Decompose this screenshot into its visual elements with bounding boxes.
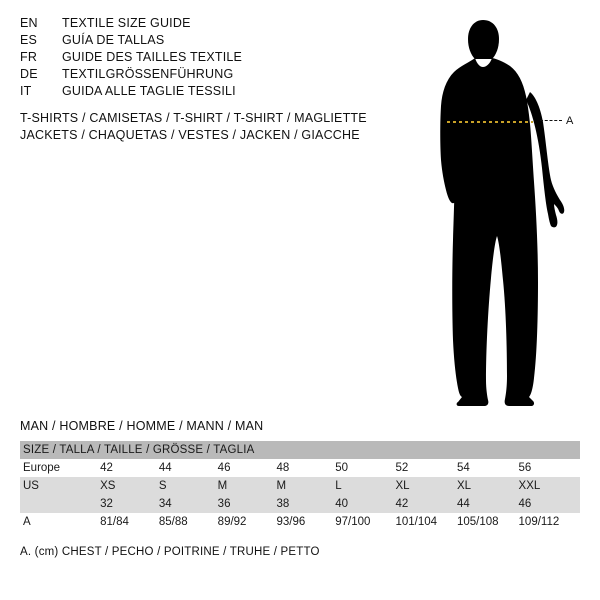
cell-europe-7: 54 xyxy=(456,462,470,474)
cell-usnum-1: 32 xyxy=(100,498,113,510)
language-header-block xyxy=(20,16,400,101)
callout-leader-line xyxy=(540,120,562,122)
garment-line-jackets: JACKETS / CHAQUETAS / VESTES / JACKEN / GIACCHE xyxy=(20,128,360,142)
language-code-de: DE xyxy=(20,67,38,81)
cell-us-3: M xyxy=(217,480,228,492)
silhouette-shape xyxy=(440,20,564,406)
cell-us-2: S xyxy=(158,480,167,492)
row-label-us-numeric xyxy=(20,495,100,513)
cell-us-7: XL xyxy=(456,480,472,492)
cell-us-6: XL xyxy=(395,480,410,492)
cell-us-5: L xyxy=(335,480,342,492)
language-text-it: GUIDA ALLE TAGLIE TESSILI xyxy=(62,84,236,98)
cell-a-1: 81/84 xyxy=(100,516,129,528)
cell-usnum-7: 44 xyxy=(456,498,470,510)
footnote-chest-measurement: A. (cm) CHEST / PECHO / POITRINE / TRUHE / PETTO xyxy=(20,546,320,558)
language-text-de: TEXTILGRÖSSENFÜHRUNG xyxy=(62,67,234,81)
table-header-label: SIZE / TALLA / TAILLE / GRÖSSE / TAGLIA xyxy=(23,444,255,456)
cell-usnum-2: 34 xyxy=(158,498,172,510)
table-header-row xyxy=(20,441,580,459)
cell-a-8: 109/112 xyxy=(518,516,560,528)
cell-europe-3: 46 xyxy=(217,462,231,474)
table-row xyxy=(20,513,580,531)
cell-us-1: XS xyxy=(100,480,116,492)
cell-a-5: 97/100 xyxy=(335,516,371,528)
language-row-es xyxy=(20,33,400,50)
language-row-en xyxy=(20,16,400,33)
cell-usnum-4: 38 xyxy=(276,498,290,510)
table-row xyxy=(20,477,580,495)
cell-europe-8: 56 xyxy=(518,462,532,474)
cell-usnum-6: 42 xyxy=(395,498,409,510)
cell-a-6: 101/104 xyxy=(395,516,438,528)
table-row xyxy=(20,459,580,477)
cell-a-4: 93/96 xyxy=(276,516,306,528)
garment-category-block xyxy=(20,110,420,144)
row-label-a: A xyxy=(23,516,31,528)
row-label-europe: Europe xyxy=(23,462,61,474)
cell-us-4: M xyxy=(276,480,287,492)
cell-europe-5: 50 xyxy=(335,462,349,474)
language-code-es: ES xyxy=(20,33,38,47)
language-row-it xyxy=(20,84,400,101)
table-row xyxy=(20,495,580,513)
cell-europe-2: 44 xyxy=(158,462,172,474)
cell-a-3: 89/92 xyxy=(217,516,247,528)
cell-usnum-8: 46 xyxy=(518,498,532,510)
cell-usnum-5: 40 xyxy=(335,498,349,510)
cell-a-2: 85/88 xyxy=(158,516,188,528)
cell-usnum-3: 36 xyxy=(217,498,231,510)
language-row-fr xyxy=(20,50,400,67)
language-code-fr: FR xyxy=(20,50,38,64)
section-title-man: MAN / HOMBRE / HOMME / MANN / MAN xyxy=(20,419,264,433)
cell-europe-6: 52 xyxy=(395,462,409,474)
cell-europe-1: 42 xyxy=(100,462,113,474)
language-code-it: IT xyxy=(20,84,32,98)
cell-a-7: 105/108 xyxy=(456,516,499,528)
table-header-cell xyxy=(20,441,580,459)
language-text-fr: GUIDE DES TAILLES TEXTILE xyxy=(62,50,243,64)
language-row-de xyxy=(20,67,400,84)
size-table xyxy=(20,441,580,531)
language-text-es: GUÍA DE TALLAS xyxy=(62,33,165,47)
row-label-us: US xyxy=(23,480,39,492)
body-silhouette-figure xyxy=(400,10,600,410)
language-text-en: TEXTILE SIZE GUIDE xyxy=(62,16,191,30)
cell-europe-4: 48 xyxy=(276,462,290,474)
garment-line-tshirts: T-SHIRTS / CAMISETAS / T-SHIRT / T-SHIRT / MAGLIETTE xyxy=(20,111,367,125)
callout-label-a: A xyxy=(566,115,574,127)
cell-us-8: XXL xyxy=(518,480,541,492)
language-code-en: EN xyxy=(20,16,38,30)
